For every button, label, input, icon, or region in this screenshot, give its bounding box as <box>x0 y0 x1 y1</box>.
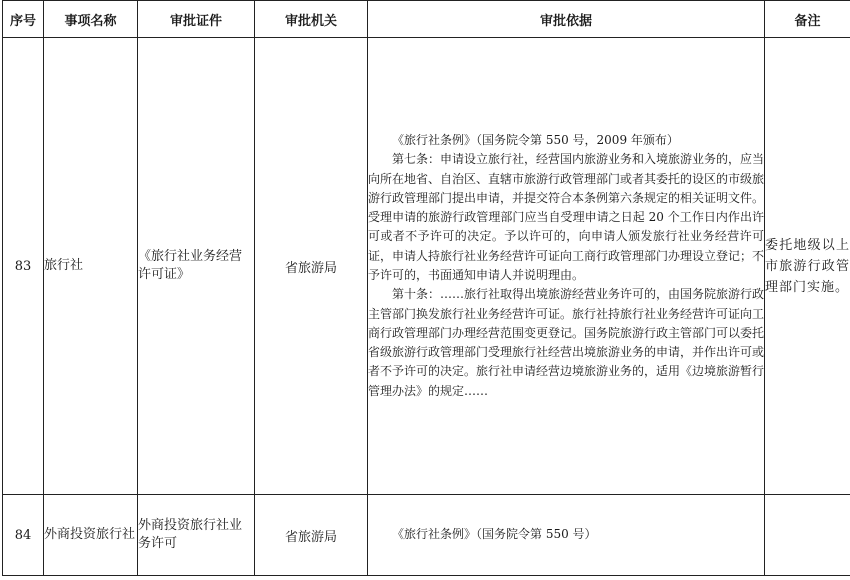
row-basis <box>368 495 765 576</box>
row-authority: 省旅游局 <box>255 495 368 576</box>
row-authority: 省旅游局 <box>255 38 368 495</box>
row-certificate: 外商投资旅行社业务许可 <box>138 495 255 576</box>
row-note <box>765 495 850 576</box>
row-seq: 84 <box>3 495 44 576</box>
row-certificate: 《旅行社业务经营许可证》 <box>138 38 255 495</box>
table-row <box>3 38 850 495</box>
row-basis <box>368 38 765 495</box>
table-row <box>3 495 850 576</box>
header-name: 事项名称 <box>44 1 138 38</box>
header-seq: 序号 <box>3 1 44 38</box>
basis-paragraph: 第七条：申请设立旅行社，经营国内旅游业务和入境旅游业务的，应当向所在地省、自治区、直辖市旅游行政管理部门或者其委托的设区的市级旅游行政管理部门提出申请，并提交符合本条例第六条规定的相关证明文件。受理申请的旅游行政管理部门应当自受理申请之日起 20 个工作日内作出许可或者不予许可的决定。予以许可的，向申请人颁发旅行社业务经营许可证，申请人持旅行社业务经营许可证向工商行政管理部门办理设立登记；不予许可的，书面通知申请人并说明理由。 <box>368 152 765 282</box>
basis-paragraph: 《旅行社条例》（国务院令第 550 号） <box>392 527 597 542</box>
row-seq: 83 <box>3 38 44 495</box>
basis-paragraph: 第十条：……旅行社取得出境旅游经营业务许可的，由国务院旅游行政主管部门换发旅行社业务经营许可证。旅行社持旅行社业务经营许可证向工商行政管理部门办理经营范围变更登记。国务院旅游行政主管部门可以委托省级旅游行政管理部门受理旅行社经营出境旅游业务的申请，并作出许可或者不予许可的决定。旅行社申请经营边境旅游业务的，适用《边境旅游暂行管理办法》的规定…… <box>368 287 765 398</box>
header-authority: 审批机关 <box>255 1 368 38</box>
row-name: 外商投资旅行社 <box>44 495 138 576</box>
basis-paragraph: 《旅行社条例》（国务院令第 550 号，2009 年颁布） <box>392 132 679 147</box>
table-header-row <box>3 1 850 38</box>
row-name: 旅行社 <box>44 38 138 495</box>
header-note: 备注 <box>765 1 850 38</box>
approval-table <box>2 0 850 576</box>
header-basis: 审批依据 <box>368 1 765 38</box>
header-certificate: 审批证件 <box>138 1 255 38</box>
row-note: 委托地级以上市旅游行政管理部门实施。 <box>765 38 850 495</box>
